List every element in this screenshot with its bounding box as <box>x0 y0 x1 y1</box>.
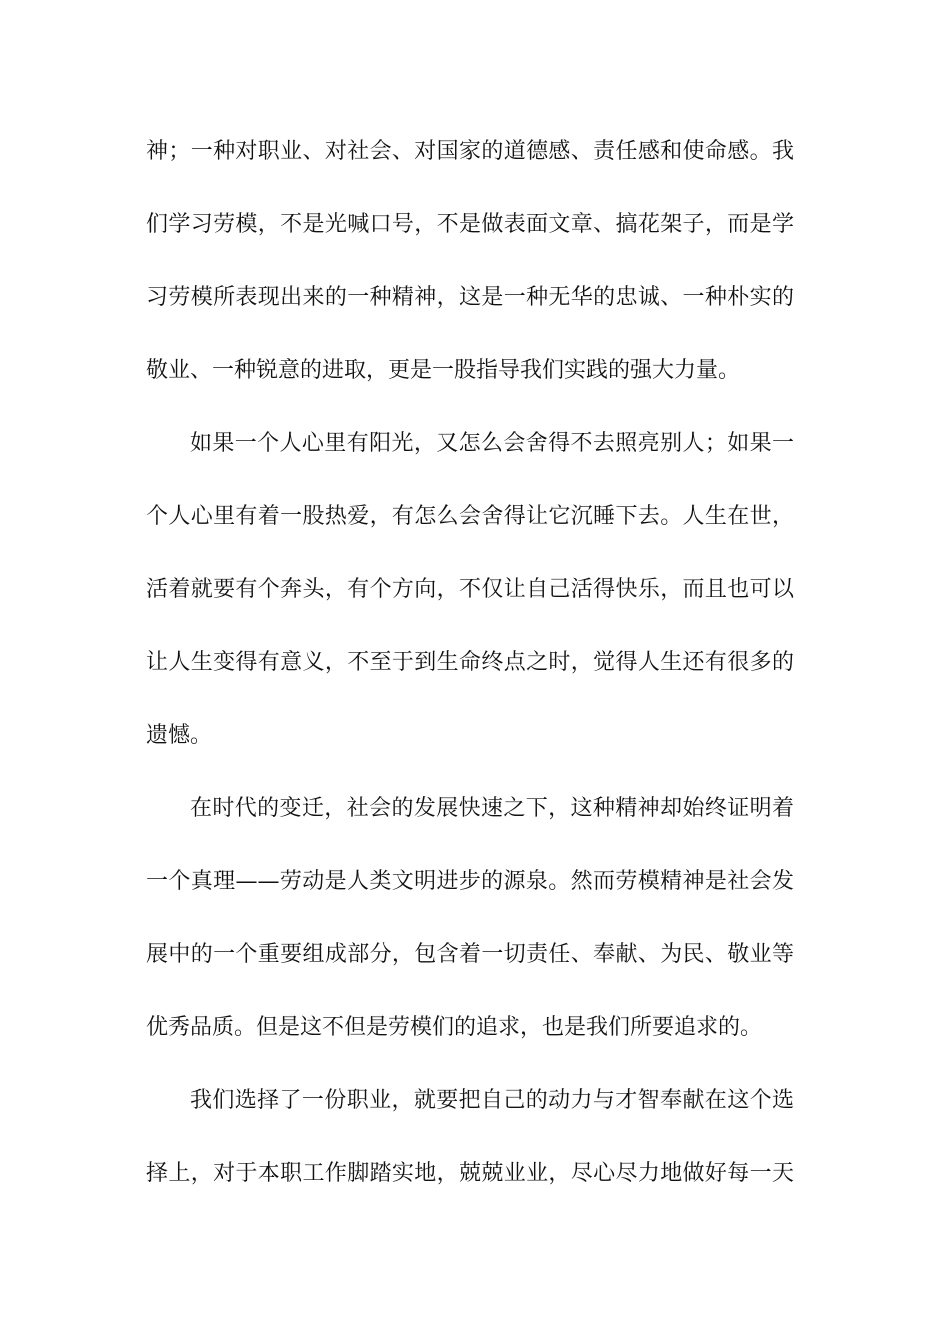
text-line: 个人心里有着一股热爱，有怎么会舍得让它沉睡下去。人生在世， <box>146 504 794 529</box>
paragraph-first-line: 如果一个人心里有阳光，又怎么会舍得不去照亮别人；如果一 <box>190 431 794 456</box>
text-line: 们学习劳模，不是光喊口号，不是做表面文章、搞花架子，而是学 <box>146 212 794 237</box>
text-line: 神；一种对职业、对社会、对国家的道德感、责任感和使命感。我 <box>146 139 794 164</box>
text-line: 一个真理——劳动是人类文明进步的源泉。然而劳模精神是社会发 <box>146 869 794 894</box>
text-line: 让人生变得有意义，不至于到生命终点之时，觉得人生还有很多的 <box>146 650 794 675</box>
body-text <box>146 128 794 1223</box>
text-line: 活着就要有个奔头，有个方向，不仅让自己活得快乐，而且也可以 <box>146 577 794 602</box>
text-line: 择上，对于本职工作脚踏实地，兢兢业业，尽心尽力地做好每一天 <box>146 1161 794 1186</box>
paragraph-first-line: 我们选择了一份职业，就要把自己的动力与才智奉献在这个选 <box>190 1088 794 1113</box>
text-line: 敬业、一种锐意的进取，更是一股指导我们实践的强大力量。 <box>146 358 741 383</box>
text-line: 展中的一个重要组成部分，包含着一切责任、奉献、为民、敬业等 <box>146 942 794 967</box>
text-line: 优秀品质。但是这不但是劳模们的追求，也是我们所要追求的。 <box>146 1015 763 1040</box>
text-line: 习劳模所表现出来的一种精神，这是一种无华的忠诚、一种朴实的 <box>146 285 794 310</box>
paragraph-first-line: 在时代的变迁，社会的发展快速之下，这种精神却始终证明着 <box>190 796 794 821</box>
text-line: 遗憾。 <box>146 723 213 748</box>
